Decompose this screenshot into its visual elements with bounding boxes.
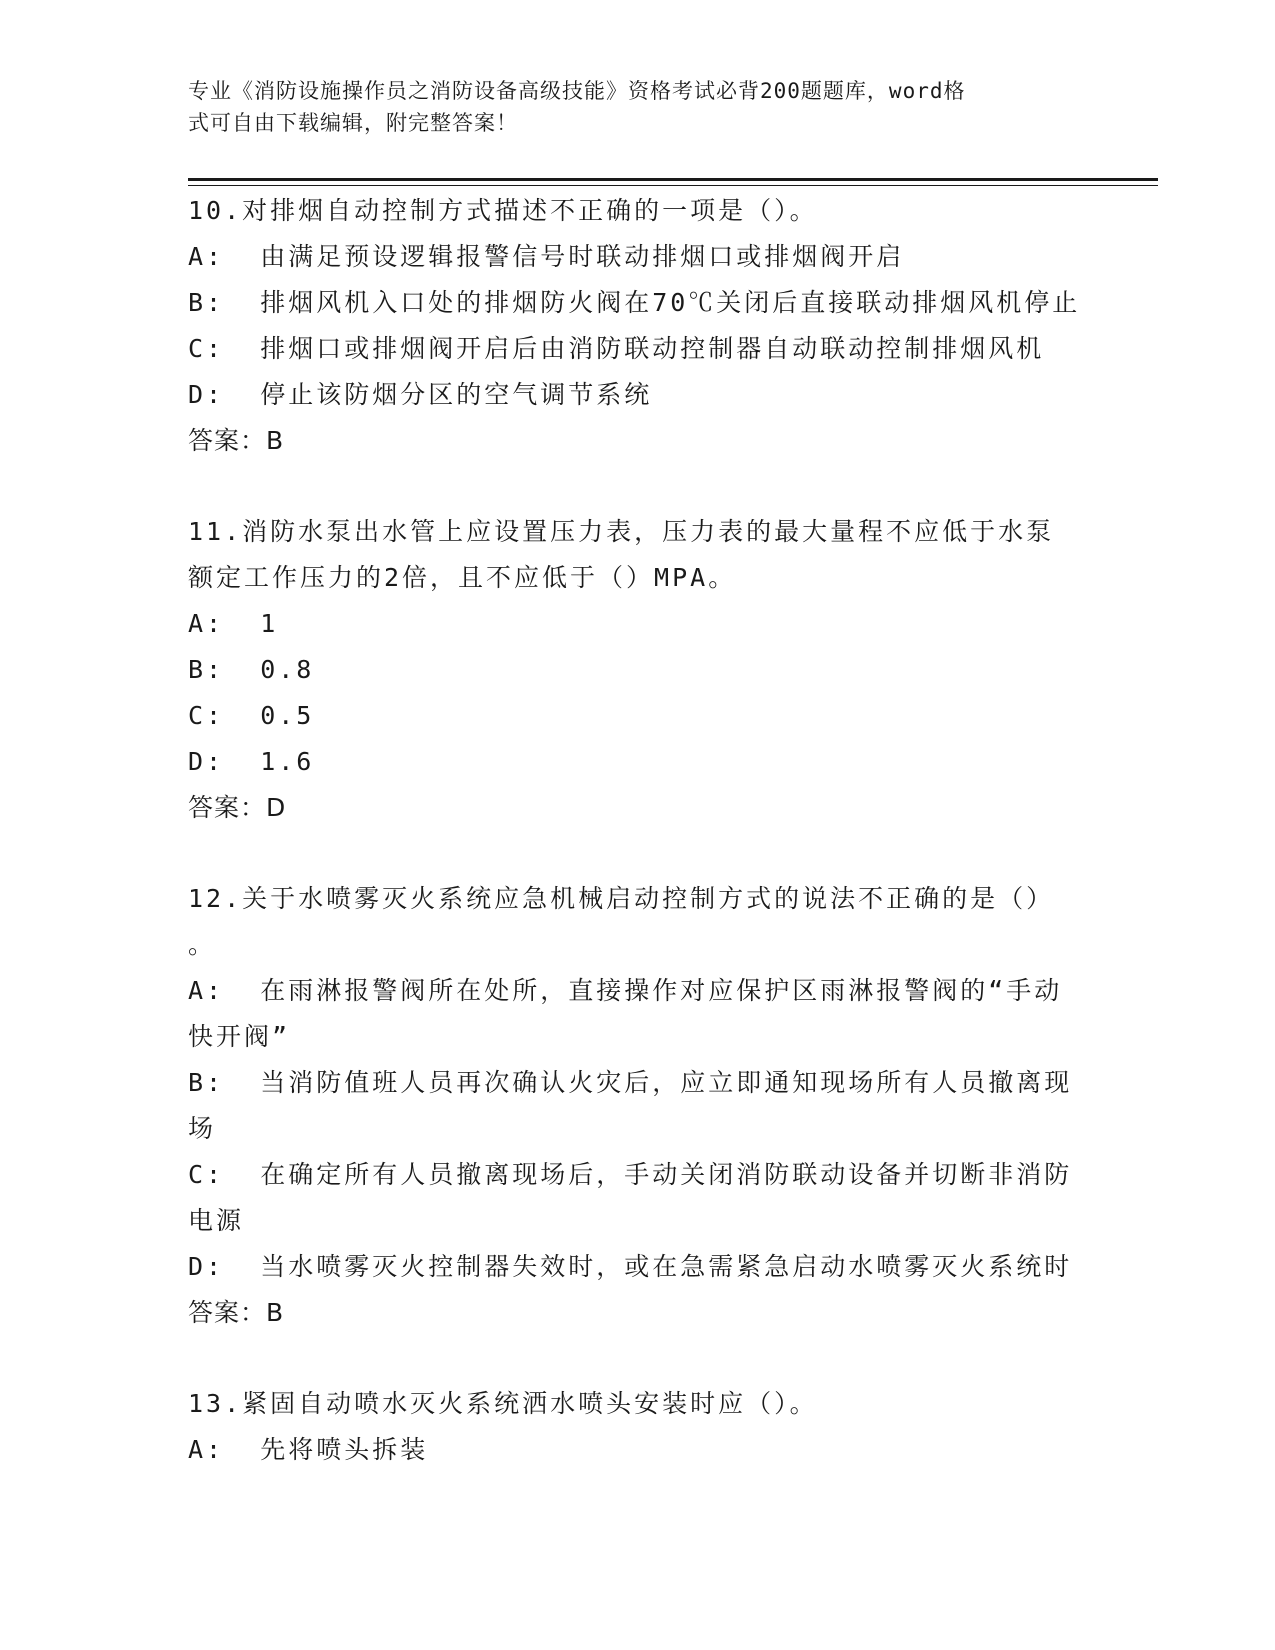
question-option: A: 在雨淋报警阀所在处所，直接操作对应保护区雨淋报警阀的“手动 — [188, 976, 1063, 1005]
document-header — [188, 75, 1068, 139]
question-stem: 13.紧固自动喷水灭火系统洒水喷头安装时应（）。 — [188, 1389, 818, 1418]
question-list — [188, 188, 1088, 1473]
question-option: D: 当水喷雾灭火控制器失效时，或在急需紧急启动水喷雾灭火系统时 — [188, 1252, 1073, 1281]
question-stem: 。 — [188, 930, 217, 959]
question-option: B: 当消防值班人员再次确认火灾后，应立即通知现场所有人员撤离现 — [188, 1068, 1073, 1097]
question-option: 电源 — [188, 1206, 245, 1235]
header-divider-thick — [188, 178, 1158, 181]
answer-line: 答案：B — [188, 426, 285, 455]
question-block — [188, 509, 1088, 831]
question-block — [188, 188, 1088, 464]
question-option: C: 在确定所有人员撤离现场后，手动关闭消防联动设备并切断非消防 — [188, 1160, 1073, 1189]
question-option: D: 停止该防烟分区的空气调节系统 — [188, 380, 653, 409]
question-option: 快开阀” — [188, 1022, 291, 1051]
question-stem: 10.对排烟自动控制方式描述不正确的一项是（）。 — [188, 196, 818, 225]
question-stem: 12.关于水喷雾灭火系统应急机械启动控制方式的说法不正确的是（） — [188, 884, 1055, 913]
header-line-1: 专业《消防设施操作员之消防设备高级技能》资格考试必背200题题库，word格 — [188, 79, 966, 103]
answer-line: 答案：B — [188, 1298, 285, 1327]
question-option: A: 由满足预设逻辑报警信号时联动排烟口或排烟阀开启 — [188, 242, 905, 271]
question-stem: 11.消防水泵出水管上应设置压力表，压力表的最大量程不应低于水泵 — [188, 517, 1055, 546]
question-option: B: 排烟风机入口处的排烟防火阀在70℃关闭后直接联动排烟风机停止 — [188, 288, 1081, 317]
question-option: A: 1 — [188, 609, 279, 638]
question-block — [188, 876, 1088, 1336]
question-block — [188, 1381, 1088, 1473]
question-option: C: 0.5 — [188, 701, 315, 730]
question-stem: 额定工作压力的2倍，且不应低于（）MPA。 — [188, 563, 737, 592]
question-option: 场 — [188, 1114, 217, 1143]
question-option: B: 0.8 — [188, 655, 315, 684]
header-divider-thin — [188, 185, 1158, 186]
answer-line: 答案：D — [188, 793, 287, 822]
question-option: D: 1.6 — [188, 747, 315, 776]
header-line-2: 式可自由下载编辑，附完整答案！ — [188, 111, 518, 135]
question-option: C: 排烟口或排烟阀开启后由消防联动控制器自动联动控制排烟风机 — [188, 334, 1045, 363]
question-option: A: 先将喷头拆装 — [188, 1435, 429, 1464]
